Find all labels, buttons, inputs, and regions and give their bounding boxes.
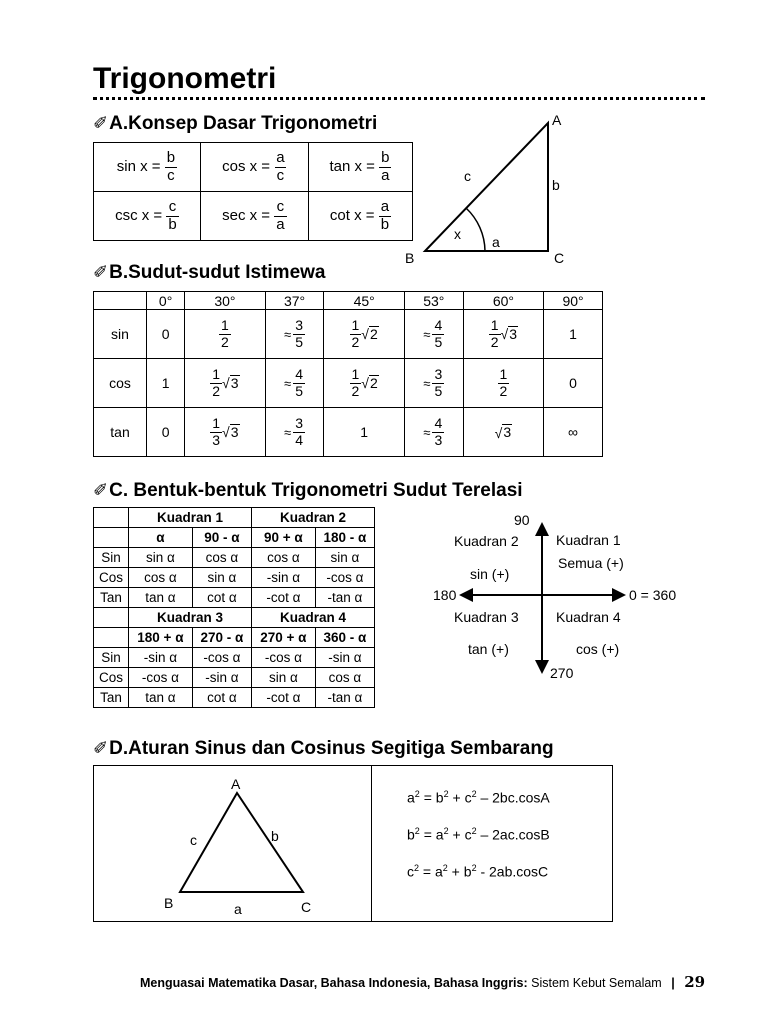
quadrant-4-label: Kuadran 4: [556, 609, 621, 625]
cot-def-cell: cot x = $\frac{a}{b}$: [308, 192, 412, 241]
header-cell: 0°: [147, 292, 185, 310]
corner-cell: [94, 292, 147, 310]
value-cell: ≈ $\frac{4}{3}$: [404, 408, 463, 457]
side-b-label: b: [271, 828, 279, 844]
value-cell: -sin α: [251, 568, 315, 588]
value-cell: $\frac{1}{2}$: [185, 310, 265, 359]
vertex-b-label: B: [164, 895, 174, 911]
header-cell: 45°: [324, 292, 404, 310]
value-cell: cos α: [315, 668, 374, 688]
pencil-icon: ✐: [93, 738, 109, 758]
cos-def-cell: cos x = $\frac{a}{c}$: [200, 143, 308, 192]
arrow-left-icon: [459, 588, 473, 602]
value-cell: 1: [324, 408, 404, 457]
angle-x-label: x: [454, 226, 461, 242]
value-cell: $\frac{1}{2}$: [463, 359, 543, 408]
corner-cell: [94, 528, 129, 548]
value-cell: 0: [147, 408, 185, 457]
header-cell: 90°: [544, 292, 603, 310]
value-cell: $\frac{1}{2}$ √ 2: [324, 359, 404, 408]
triangle-diagram: [94, 766, 370, 921]
value-cell: ≈ $\frac{3}{4}$: [265, 408, 324, 457]
section-a-heading: ✐A.Konsep Dasar Trigonometri: [93, 113, 378, 134]
value-cell: -sin α: [315, 648, 374, 668]
angle-header: α: [129, 528, 193, 548]
quadrant-header: Kuadran 3: [129, 608, 252, 628]
vertex-c-label: C: [554, 250, 565, 266]
value-cell: -tan α: [315, 588, 374, 608]
quadrant-header: Kuadran 4: [251, 608, 374, 628]
value-cell: tan α: [129, 688, 193, 708]
row-label: Tan: [94, 588, 129, 608]
side-a-label: a: [492, 234, 500, 250]
value-cell: 0: [147, 310, 185, 359]
value-cell: -cos α: [315, 568, 374, 588]
concept-table: [93, 142, 413, 241]
title-divider: [93, 97, 705, 100]
triangle-shape: [180, 793, 303, 892]
value-cell: -sin α: [129, 648, 193, 668]
value-cell: ≈ $\frac{4}{5}$: [265, 359, 324, 408]
cosine-rule-1: $a^2 = b^2 + c^2 - 2bc.\cos A$: [407, 789, 550, 806]
row-label: Sin: [94, 648, 129, 668]
rules-divider: [371, 766, 372, 921]
rules-box: [93, 765, 613, 922]
corner-cell: [94, 508, 129, 528]
value-cell: sin α: [251, 668, 315, 688]
row-label: tan: [94, 408, 147, 457]
vertex-a-label: A: [552, 112, 562, 128]
value-cell: -cos α: [129, 668, 193, 688]
quadrant-diagram: [425, 508, 695, 688]
value-cell: $\frac{1}{2}$ √ 2: [324, 310, 404, 359]
value-cell: -cot α: [251, 688, 315, 708]
csc-def-cell: csc x = $\frac{c}{b}$: [94, 192, 201, 241]
section-b-heading: ✐B.Sudut-sudut Istimewa: [93, 262, 326, 283]
value-cell: 0: [544, 359, 603, 408]
side-a-label: a: [234, 901, 242, 917]
page-number: 29: [684, 973, 706, 991]
sec-def-cell: sec x = $\frac{c}{a}$: [200, 192, 308, 241]
value-cell: sin α: [192, 568, 251, 588]
value-cell: cot α: [192, 588, 251, 608]
angle-header: 90 - α: [192, 528, 251, 548]
value-cell: $\frac{1}{2}$ √ 3: [463, 310, 543, 359]
page-title: Trigonometri: [93, 62, 277, 95]
quadrant-table: [93, 507, 375, 708]
row-label: cos: [94, 359, 147, 408]
section-d-heading: ✐D.Aturan Sinus dan Cosinus Segitiga Sembarang: [93, 738, 554, 759]
row-label: Sin: [94, 548, 129, 568]
side-c-label: c: [190, 832, 197, 848]
tan-def-cell: tan x = $\frac{b}{a}$: [308, 143, 412, 192]
pencil-icon: ✐: [93, 480, 109, 500]
value-cell: cot α: [192, 688, 251, 708]
row-label: Cos: [94, 668, 129, 688]
angle-header: 270 + α: [251, 628, 315, 648]
row-label: sin: [94, 310, 147, 359]
value-cell: 1: [147, 359, 185, 408]
row-label: Cos: [94, 568, 129, 588]
value-cell: -tan α: [315, 688, 374, 708]
angle-90-label: 90: [514, 512, 530, 528]
quadrant-1-label: Kuadran 1: [556, 532, 621, 548]
value-cell: $\frac{1}{3}$ √ 3: [185, 408, 265, 457]
corner-cell: [94, 628, 129, 648]
value-cell: ≈ $\frac{3}{5}$: [404, 359, 463, 408]
value-cell: cos α: [129, 568, 193, 588]
value-cell: tan α: [129, 588, 193, 608]
corner-cell: [94, 608, 129, 628]
value-cell: √ 3: [463, 408, 543, 457]
value-cell: -cos α: [251, 648, 315, 668]
side-b-label: b: [552, 177, 560, 193]
value-cell: ∞: [544, 408, 603, 457]
value-cell: ≈ $\frac{4}{5}$: [404, 310, 463, 359]
value-cell: -cos α: [192, 648, 251, 668]
arrow-down-icon: [535, 660, 549, 674]
vertex-b-label: B: [405, 250, 415, 266]
angle-270-label: 270: [550, 665, 574, 681]
angle-360-label: 0 = 360: [629, 587, 677, 603]
sin-def-cell: sin x = $\frac{b}{c}$: [94, 143, 201, 192]
quadrant-header: Kuadran 2: [251, 508, 374, 528]
pencil-icon: ✐: [93, 113, 109, 133]
arrow-right-icon: [612, 588, 626, 602]
page-footer: Menguasai Matematika Dasar, Bahasa Indonesia, Bahasa Inggris: Sistem Kebut Semalam | 29: [140, 973, 706, 991]
angle-header: 180 - α: [315, 528, 374, 548]
quadrant-header: Kuadran 1: [129, 508, 252, 528]
quadrant-3-label: Kuadran 3: [454, 609, 519, 625]
header-cell: 37°: [265, 292, 324, 310]
header-cell: 30°: [185, 292, 265, 310]
pencil-icon: ✐: [93, 262, 109, 282]
quadrant-2-sign: sin (+): [470, 566, 510, 582]
vertex-a-label: A: [231, 776, 241, 792]
angle-180-label: 180: [433, 587, 457, 603]
angle-header: 90 + α: [251, 528, 315, 548]
value-cell: ≈ $\frac{3}{5}$: [265, 310, 324, 359]
value-cell: cos α: [251, 548, 315, 568]
vertex-c-label: C: [301, 899, 312, 915]
arrow-up-icon: [535, 522, 549, 536]
value-cell: cos α: [192, 548, 251, 568]
value-cell: -sin α: [192, 668, 251, 688]
header-cell: 60°: [463, 292, 543, 310]
side-c-label: c: [464, 168, 471, 184]
value-cell: $\frac{1}{2}$ √ 3: [185, 359, 265, 408]
angle-header: 180 + α: [129, 628, 193, 648]
special-angles-table: [93, 291, 603, 457]
cosine-rule-2: $b^2 = a^2 + c^2 - 2ac.\cos B$: [407, 826, 550, 843]
row-label: Tan: [94, 688, 129, 708]
section-c-heading: ✐C. Bentuk-bentuk Trigonometri Sudut Terelasi: [93, 480, 523, 501]
quadrant-4-sign: cos (+): [576, 641, 620, 657]
quadrant-2-label: Kuadran 2: [454, 533, 519, 549]
angle-header: 270 - α: [192, 628, 251, 648]
quadrant-1-sign: Semua (+): [558, 555, 624, 571]
header-cell: 53°: [404, 292, 463, 310]
quadrant-3-sign: tan (+): [468, 641, 509, 657]
right-triangle-shape: [425, 123, 548, 251]
value-cell: sin α: [129, 548, 193, 568]
angle-header: 360 - α: [315, 628, 374, 648]
cosine-rule-3: $c^2 = a^2 + b^2 - 2ab.\cos C$: [407, 863, 549, 880]
value-cell: -cot α: [251, 588, 315, 608]
angle-x-arc: [466, 208, 485, 251]
value-cell: sin α: [315, 548, 374, 568]
value-cell: 1: [544, 310, 603, 359]
right-triangle-diagram: [400, 105, 580, 270]
